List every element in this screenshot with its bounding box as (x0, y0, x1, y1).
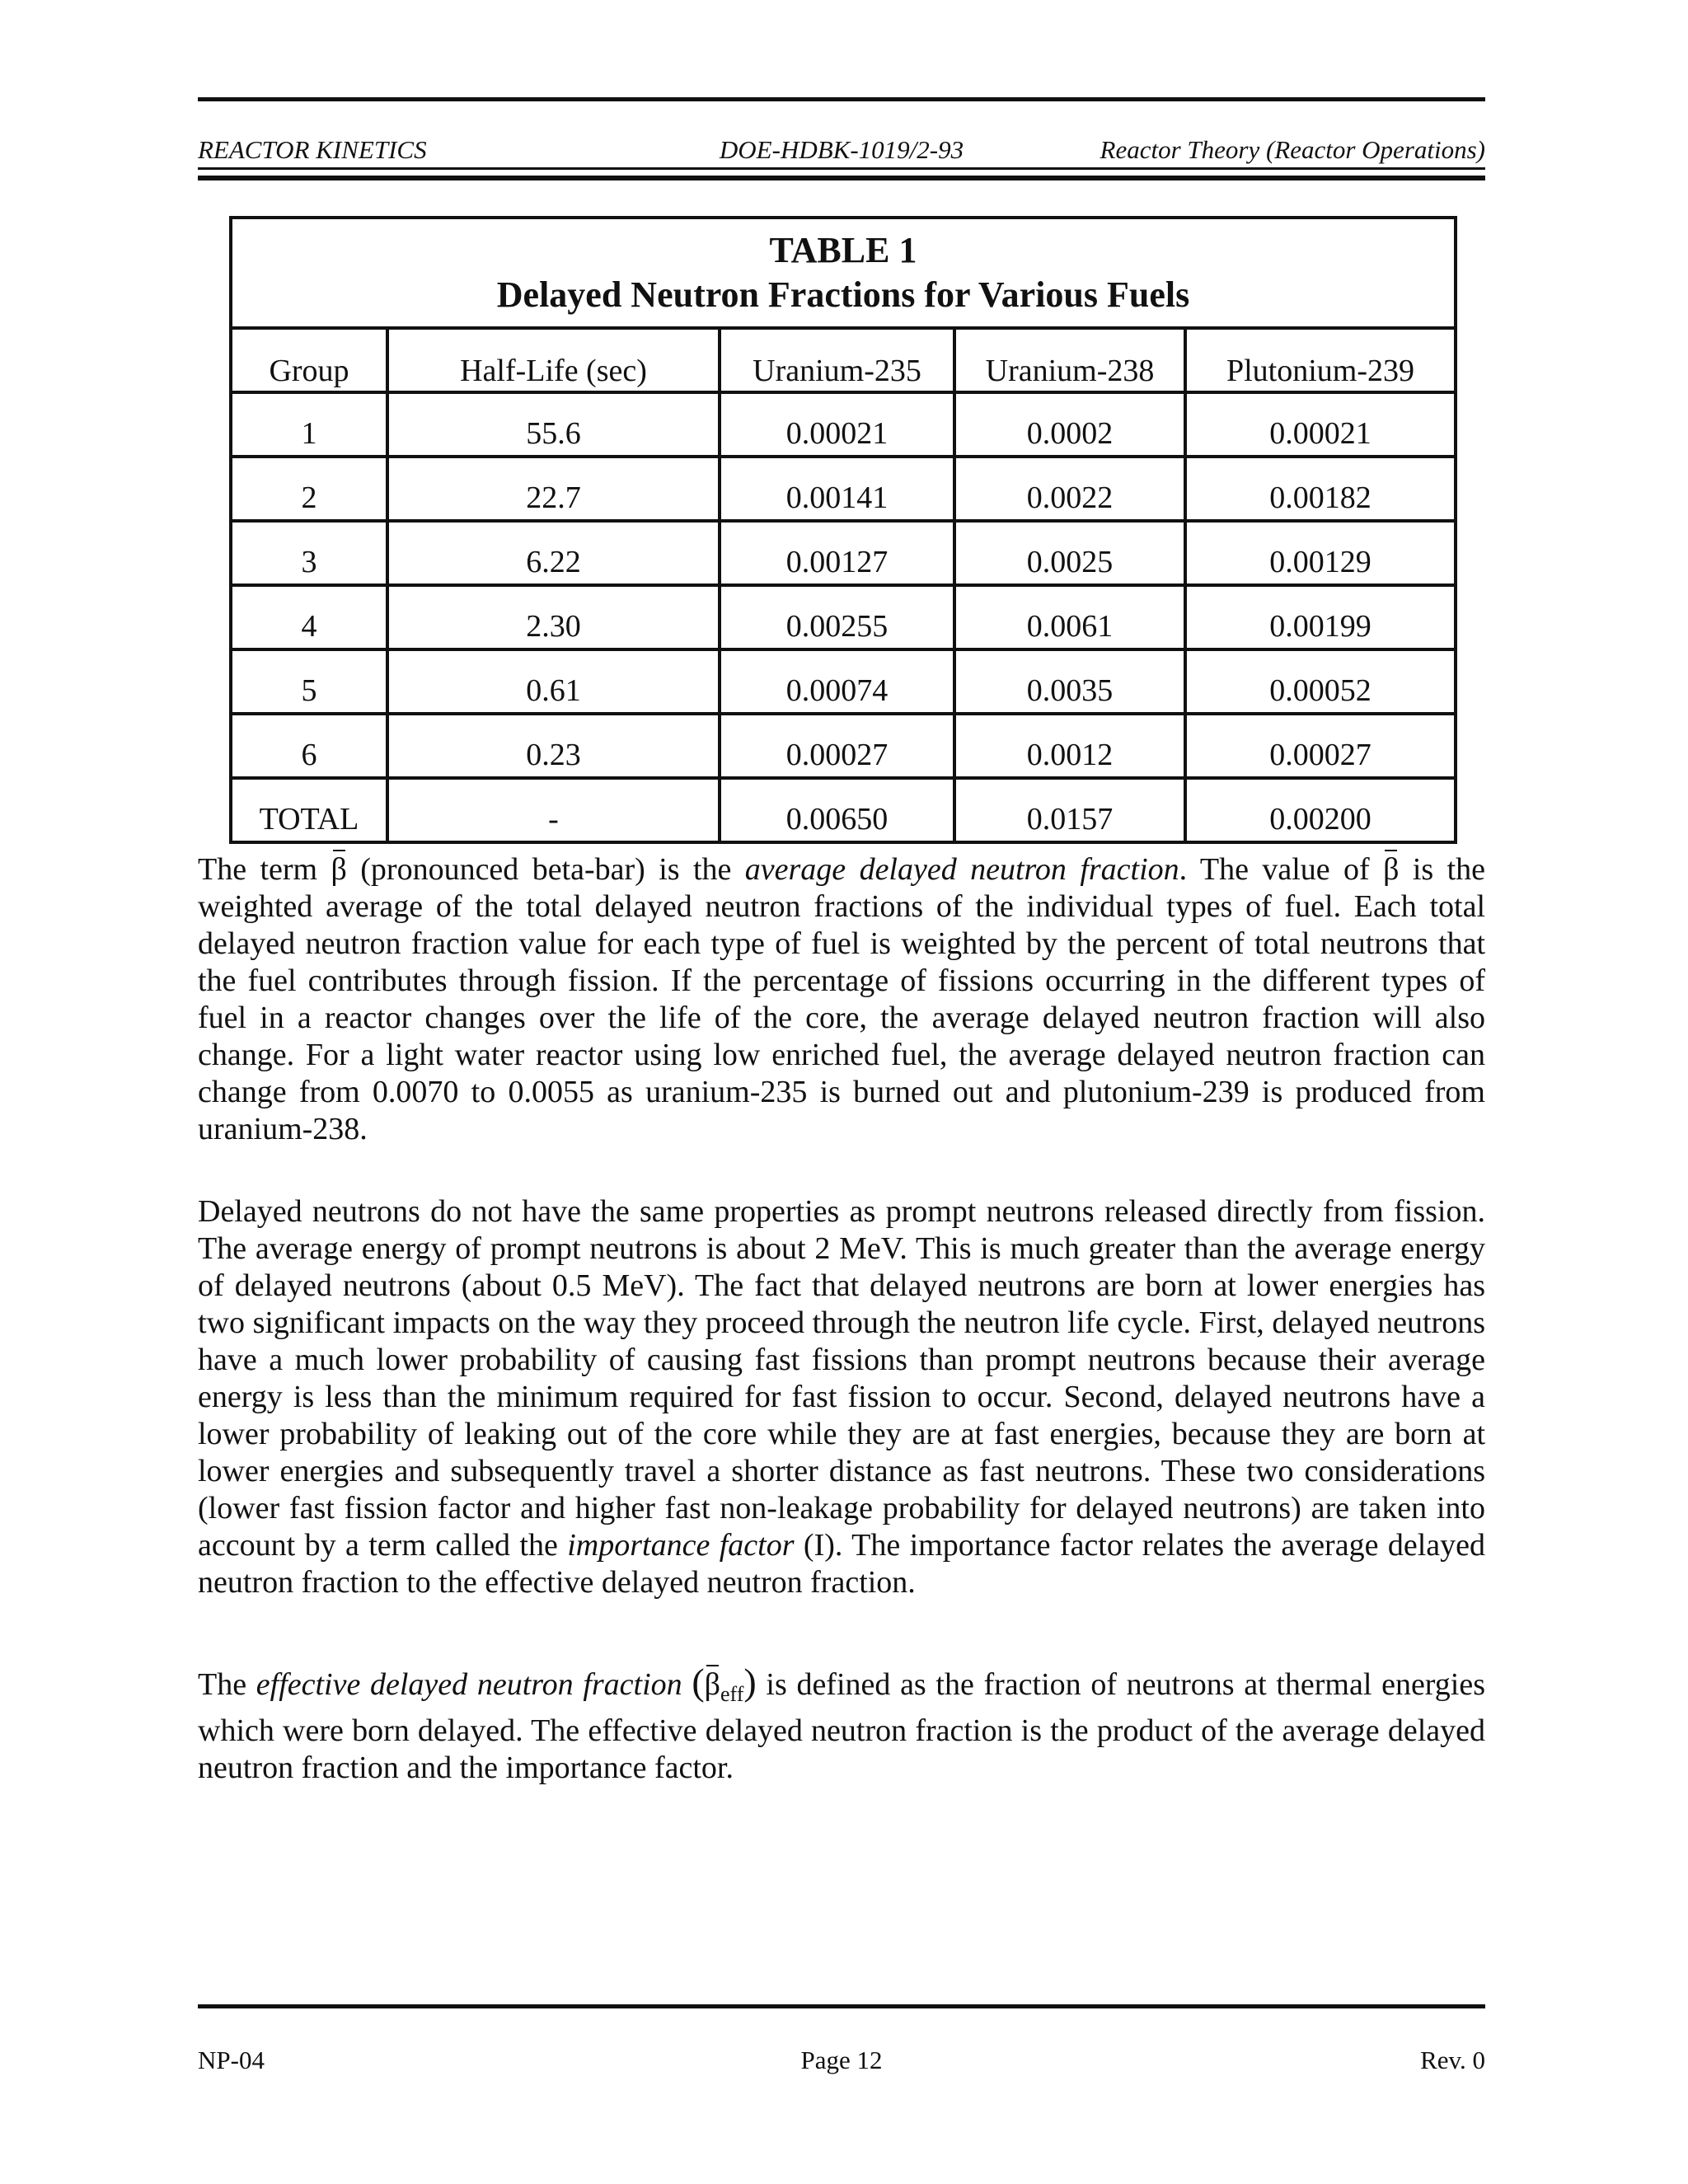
cell-group: 2 (231, 457, 387, 521)
cell-group: 4 (231, 585, 387, 649)
cell-uranium-235: 0.00141 (720, 457, 954, 521)
cell-uranium-235: 0.00074 (720, 649, 954, 714)
term-effective-delayed-neutron-fraction: effective delayed neutron fraction (256, 1667, 682, 1702)
header-chapter: Reactor Theory (Reactor Operations) (1100, 135, 1485, 164)
table-row (231, 392, 1456, 457)
column-header-plutonium-239: Plutonium-239 (1185, 328, 1456, 392)
paragraph-effective-fraction (198, 1663, 1485, 1787)
running-footer (198, 2042, 1485, 2079)
running-header (198, 132, 1485, 168)
cell-uranium-235: 0.00027 (720, 714, 954, 778)
cell-uranium-238: 0.0022 (954, 457, 1185, 521)
cell-half-life: 0.23 (387, 714, 720, 778)
column-header-half-life: Half-Life (sec) (387, 328, 720, 392)
cell-plutonium-239: 0.00200 (1185, 778, 1456, 842)
column-header-uranium-238: Uranium-238 (954, 328, 1185, 392)
cell-group: TOTAL (231, 778, 387, 842)
column-header-group: Group (231, 328, 387, 392)
cell-uranium-235: 0.00650 (720, 778, 954, 842)
header-top-rule (198, 97, 1485, 101)
term-average-delayed-neutron-fraction: average delayed neutron fraction (744, 852, 1179, 887)
text-run: is the weighted average of the total delayed neutron fractions of the individual types of fuel. Each total delayed neutron fraction value for each type of fuel is weighted by the percent of total neutrons that the fuel contributes through fission. If the percentage of fissions occurring in the different types of fuel in a reactor changes over the life of the core, the average delayed neutron fraction will also change. For a light water reactor using low enriched fuel, the average delayed neutron fraction can change from 0.0070 to 0.0055 as uranium-235 is burned out and plutonium-239 is produced from uranium-238. (198, 852, 1486, 1146)
cell-group: 3 (231, 521, 387, 585)
cell-uranium-238: 0.0061 (954, 585, 1185, 649)
text-run: . The value of (1179, 852, 1384, 887)
table-row (231, 714, 1456, 778)
cell-half-life: 6.22 (387, 521, 720, 585)
cell-half-life: 55.6 (387, 392, 720, 457)
right-paren: ) (743, 1661, 757, 1703)
left-paren: ( (692, 1661, 705, 1703)
beta-bar-symbol: β (331, 852, 347, 887)
cell-uranium-238: 0.0012 (954, 714, 1185, 778)
table-row (231, 649, 1456, 714)
column-header-uranium-235: Uranium-235 (720, 328, 954, 392)
subscript-eff: eff (720, 1682, 744, 1706)
table-total-row (231, 778, 1456, 842)
header-doc-number: DOE-HDBK-1019/2-93 (719, 135, 964, 164)
text-run: The term (198, 852, 331, 887)
text-run: Delayed neutrons do not have the same properties as prompt neutrons released directly from fission. The average energy of prompt neutrons is about 2 MeV. This is much greater than the average energy of delayed neutrons (about 0.5 MeV). The fact that delayed neutrons are born at lower energies has two significant impacts on the way they proceed through the neutron life cycle. First, delayed neutrons have a much lower probability of causing fast fissions than prompt neutrons because their average energy is less than the minimum required for fast fission to occur. Second, delayed neutrons have a lower probability of leaking out of the core while they are at fast energies, because they are born at lower energies and subsequently travel a shorter distance as fast neutrons. These two considerations (lower fast fission factor and higher fast non-leakage probability for delayed neutrons) are taken into account by a term called the (198, 1194, 1485, 1563)
table-row (231, 521, 1456, 585)
paragraph-delayed-neutron-properties (198, 1193, 1485, 1601)
cell-plutonium-239: 0.00129 (1185, 521, 1456, 585)
table-row (231, 585, 1456, 649)
cell-plutonium-239: 0.00182 (1185, 457, 1456, 521)
footer-rule (198, 2004, 1485, 2008)
cell-plutonium-239: 0.00052 (1185, 649, 1456, 714)
header-section: REACTOR KINETICS (198, 135, 427, 164)
beta-bar-symbol: β (704, 1667, 721, 1702)
footer-page-number: Page 12 (800, 2046, 883, 2074)
paragraph-beta-bar (198, 851, 1485, 1148)
beta-bar-symbol: β (1383, 852, 1400, 887)
text-run: is defined as the fraction of neutrons at thermal energies which were born delayed. The effective delayed neutron fraction is the product of the average delayed neutron fraction and the importance factor. (198, 1667, 1485, 1785)
cell-plutonium-239: 0.00199 (1185, 585, 1456, 649)
cell-uranium-235: 0.00021 (720, 392, 954, 457)
cell-plutonium-239: 0.00027 (1185, 714, 1456, 778)
text-run: (I). The importance factor relates the average delayed neutron fraction to the effective delayed neutron fraction. (198, 1528, 1486, 1600)
cell-uranium-238: 0.0035 (954, 649, 1185, 714)
footer-module-code: NP-04 (198, 2046, 265, 2074)
cell-group: 5 (231, 649, 387, 714)
table-subtitle: Delayed Neutron Fractions for Various Fuels (496, 274, 1190, 315)
cell-plutonium-239: 0.00021 (1185, 392, 1456, 457)
cell-uranium-235: 0.00255 (720, 585, 954, 649)
term-importance-factor: importance factor (567, 1528, 795, 1563)
header-bottom-rule-thin (198, 167, 1485, 170)
delayed-neutron-table (229, 216, 1457, 844)
cell-uranium-235: 0.00127 (720, 521, 954, 585)
text-run: (pronounced beta-bar) is the (346, 852, 745, 887)
delayed-neutron-table-container (229, 216, 1454, 844)
cell-half-life: 2.30 (387, 585, 720, 649)
cell-uranium-238: 0.0025 (954, 521, 1185, 585)
table-header-row (231, 328, 1456, 392)
text-run: The (198, 1667, 256, 1702)
table-title: TABLE 1 (769, 230, 917, 270)
cell-uranium-238: 0.0157 (954, 778, 1185, 842)
cell-half-life: - (387, 778, 720, 842)
table-row (231, 457, 1456, 521)
footer-revision: Rev. 0 (1420, 2046, 1485, 2074)
cell-half-life: 0.61 (387, 649, 720, 714)
cell-group: 1 (231, 392, 387, 457)
table-caption (231, 218, 1456, 328)
cell-group: 6 (231, 714, 387, 778)
header-bottom-rule-thick (198, 176, 1485, 180)
cell-half-life: 22.7 (387, 457, 720, 521)
cell-uranium-238: 0.0002 (954, 392, 1185, 457)
